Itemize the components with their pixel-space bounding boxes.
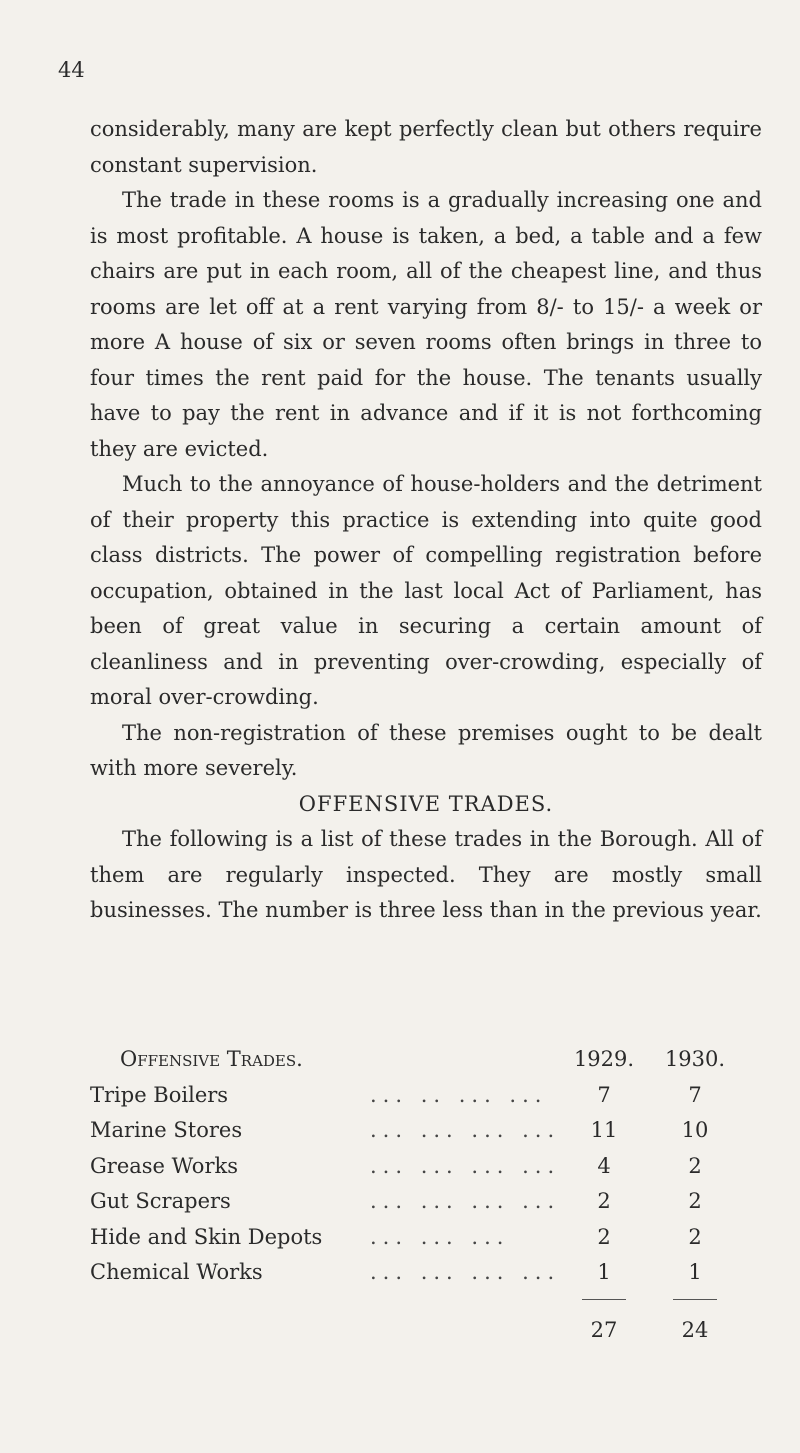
- table-row: [90, 1220, 762, 1256]
- section-heading: OFFENSIVE TRADES.: [298, 791, 554, 816]
- paragraph: The trade in these rooms is a gradually increasing one and is most profitable. A house is taken, a bed, a table and a few chairs are put in each room, all of the cheapest line, and thus rooms are let off at a rent varying from 8/- to 15/- a week or more A house of six or seven rooms often brings in three to four times the rent paid for the house. The tenants usually have to pay the rent in advance and if it is not forthcoming they are evicted.: [90, 188, 762, 461]
- value-1929: 7: [597, 1082, 611, 1107]
- value-1930: 2: [688, 1189, 702, 1213]
- trade-name: Marine Stores: [90, 1118, 243, 1142]
- offensive-trades-table: [90, 1042, 762, 1348]
- value-1930: 7: [688, 1082, 702, 1107]
- leader-dots: ... ... ... ...: [370, 1189, 560, 1213]
- paragraph: Much to the annoyance of house-holders and the detriment of their property this practice is extending into quite good class districts. The power of compelling registration before occupation, obtained in the last local Act of Parliament, has been of great value in securing a certain amount of cleanliness and in preventing over-crowding, especially of moral over-crowding.: [90, 472, 762, 709]
- body-text: [90, 112, 762, 929]
- total-1930: 24: [681, 1317, 709, 1342]
- totals-row: [90, 1313, 762, 1349]
- leader-dots: ... ... ... ...: [370, 1118, 560, 1142]
- trade-name: Gut Scrapers: [90, 1189, 231, 1213]
- value-1929: 2: [597, 1189, 611, 1213]
- table-row: [90, 1184, 762, 1220]
- total-1929: 27: [590, 1317, 618, 1342]
- total-rule-1929: [582, 1299, 626, 1300]
- trade-name: Hide and Skin Depots: [90, 1224, 323, 1249]
- trade-name: Chemical Works: [90, 1260, 263, 1284]
- paragraph: considerably, many are kept perfectly clean but others require constant supervision.: [90, 117, 762, 177]
- page-number: 44: [58, 58, 85, 82]
- value-1929: 1: [597, 1260, 611, 1284]
- trade-name: Grease Works: [90, 1153, 238, 1178]
- value-1930: 2: [688, 1153, 702, 1178]
- value-1930: 2: [688, 1224, 702, 1249]
- total-rule-1930: [673, 1299, 717, 1300]
- value-1929: 4: [597, 1153, 611, 1178]
- leader-dots: ... ... ...: [370, 1224, 510, 1249]
- total-rule-row: [90, 1291, 762, 1313]
- intro-paragraph: The following is a list of these trades in the Borough. All of them are regularly inspected. They are mostly small businesses. The number is three less than in the previous year.: [90, 827, 762, 922]
- table-row: [90, 1113, 762, 1149]
- leader-dots: ... .. ... ...: [370, 1082, 548, 1107]
- column-header-1929: 1929.: [573, 1047, 635, 1071]
- table-row: [90, 1149, 762, 1185]
- paragraph: The non-registration of these premises ought to be dealt with more severely.: [90, 720, 762, 780]
- table-row: [90, 1078, 762, 1114]
- leader-dots: ... ... ... ...: [370, 1260, 560, 1284]
- column-header-1930: 1930.: [664, 1047, 726, 1071]
- value-1929: 11: [590, 1118, 618, 1142]
- value-1930: 1: [688, 1260, 702, 1284]
- leader-dots: ... ... ... ...: [370, 1153, 560, 1178]
- value-1930: 10: [681, 1118, 709, 1142]
- table-header-row: [90, 1042, 762, 1078]
- trade-name: Tripe Boilers: [90, 1082, 229, 1107]
- value-1929: 2: [597, 1224, 611, 1249]
- table-heading: Offensive Trades.: [120, 1047, 303, 1071]
- table-row: [90, 1255, 762, 1291]
